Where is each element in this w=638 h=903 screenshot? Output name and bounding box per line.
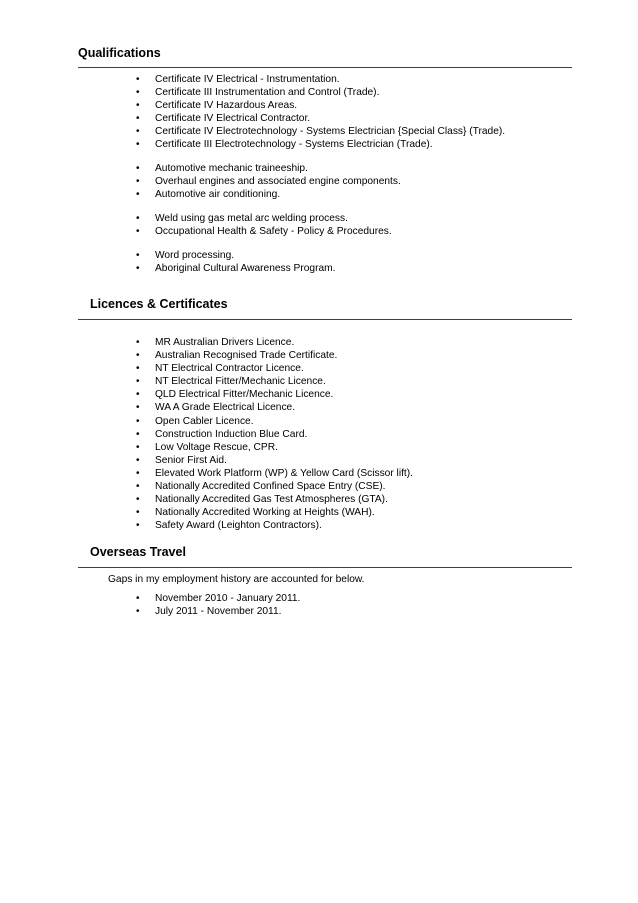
list-item: • Weld using gas metal arc welding process. — [136, 212, 505, 225]
list-item: • Nationally Accredited Gas Test Atmospheres (GTA). — [136, 493, 413, 506]
list-item: • Certificate IV Electrotechnology - Systems Electrician {Special Class} (Trade). — [136, 125, 505, 138]
list-item: • Automotive air conditioning. — [136, 188, 505, 201]
list-item: • MR Australian Drivers Licence. — [136, 336, 413, 349]
list-item: • QLD Electrical Fitter/Mechanic Licence. — [136, 388, 413, 401]
list-item: • Construction Induction Blue Card. — [136, 428, 413, 441]
list-item: • Australian Recognised Trade Certificate. — [136, 349, 413, 362]
list-item: • Certificate III Instrumentation and Control (Trade). — [136, 86, 505, 99]
list-item: • Overhaul engines and associated engine components. — [136, 175, 505, 188]
list-item: • Certificate IV Electrical Contractor. — [136, 112, 505, 125]
list-item: • Certificate IV Electrical - Instrumentation. — [136, 73, 505, 86]
licences-divider — [78, 319, 572, 320]
list-item: • Senior First Aid. — [136, 454, 413, 467]
list-item: • Aboriginal Cultural Awareness Program. — [136, 262, 505, 275]
list-item: • Safety Award (Leighton Contractors). — [136, 519, 413, 532]
travel-list — [136, 592, 300, 618]
travel-heading: Overseas Travel — [90, 545, 186, 559]
list-item: • Elevated Work Platform (WP) & Yellow Card (Scissor lift). — [136, 467, 413, 480]
list-item: • November 2010 - January 2011. — [136, 592, 300, 605]
list-item: • Certificate III Electrotechnology - Systems Electrician (Trade). — [136, 138, 505, 151]
qualifications-divider — [78, 67, 572, 68]
qualifications-heading: Qualifications — [78, 46, 161, 60]
travel-divider — [78, 567, 572, 568]
list-item: • Certificate IV Hazardous Areas. — [136, 99, 505, 112]
list-item: • Nationally Accredited Working at Heights (WAH). — [136, 506, 413, 519]
list-item: • Automotive mechanic traineeship. — [136, 162, 505, 175]
licences-list — [136, 336, 413, 532]
list-item: • Occupational Health & Safety - Policy & Procedures. — [136, 225, 505, 238]
list-item: • Word processing. — [136, 249, 505, 262]
licences-heading: Licences & Certificates — [90, 297, 228, 311]
list-item: • NT Electrical Contractor Licence. — [136, 362, 413, 375]
qualifications-list — [136, 73, 505, 275]
list-item: • Open Cabler Licence. — [136, 415, 413, 428]
list-item: • Low Voltage Rescue, CPR. — [136, 441, 413, 454]
list-item: • July 2011 - November 2011. — [136, 605, 300, 618]
list-item: • Nationally Accredited Confined Space Entry (CSE). — [136, 480, 413, 493]
list-item: • WA A Grade Electrical Licence. — [136, 401, 413, 414]
travel-intro: Gaps in my employment history are accounted for below. — [108, 574, 365, 585]
list-item: • NT Electrical Fitter/Mechanic Licence. — [136, 375, 413, 388]
